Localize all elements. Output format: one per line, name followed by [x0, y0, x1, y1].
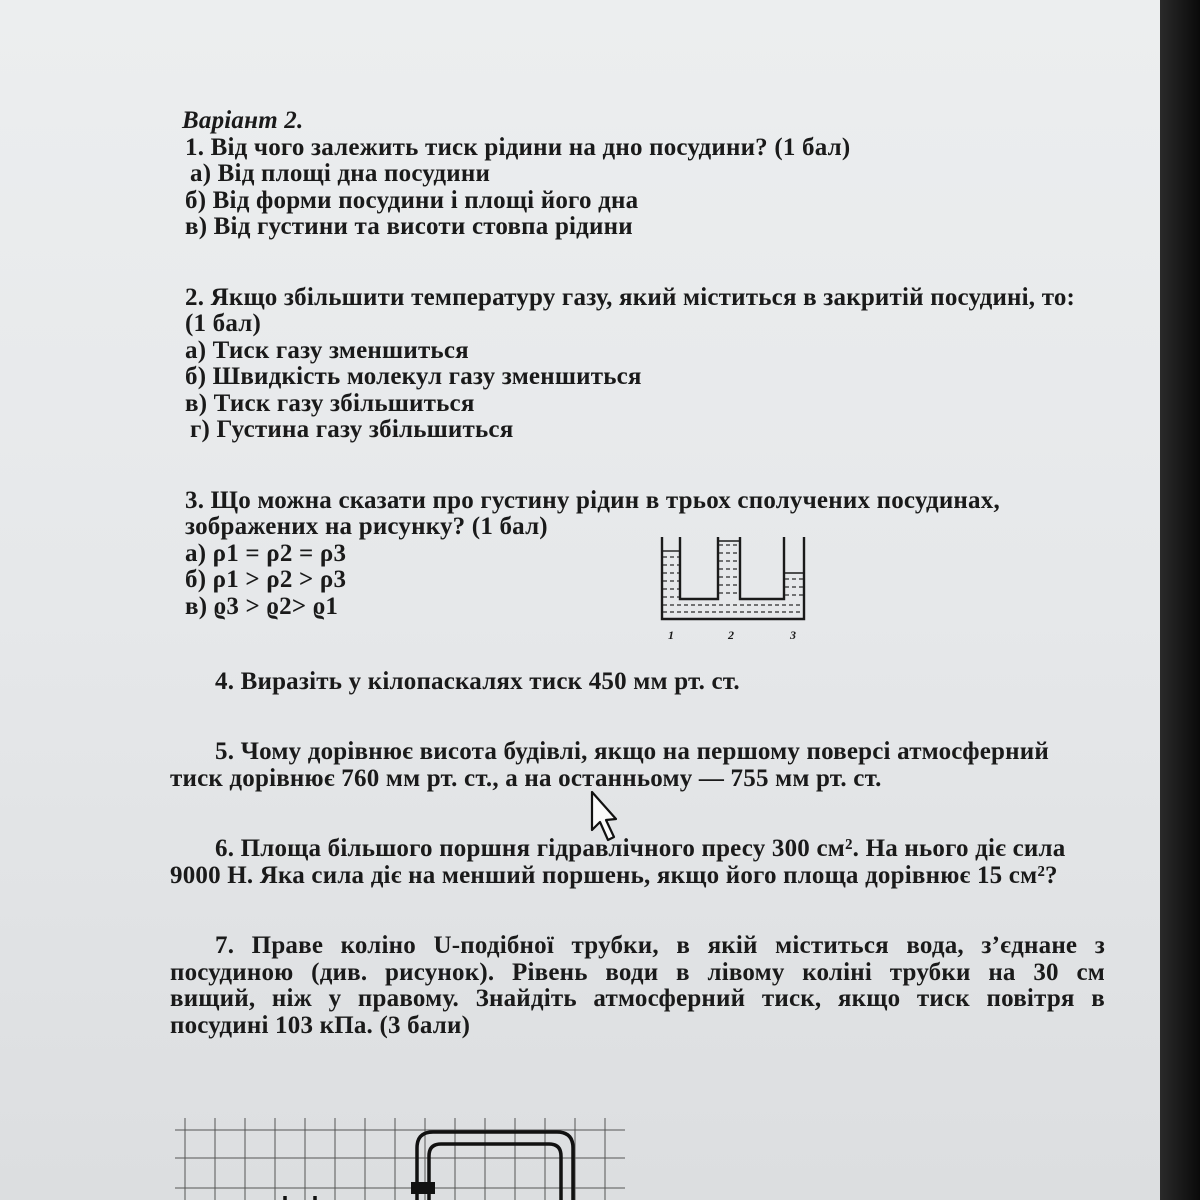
arrow-pointer-icon: [578, 790, 618, 846]
question-3-options-row: [170, 539, 1130, 642]
vessel-label-1: 1: [668, 627, 675, 642]
question-2: [170, 285, 1130, 444]
question-4-text: 4. Виразіть у кілопаскалях тиск 450 мм рт. ст.: [215, 667, 740, 695]
spacer: [170, 241, 1130, 267]
spacer: [170, 267, 1130, 285]
question-2-option-d: г) Густина газу збільшиться: [190, 416, 514, 443]
question-1-option-a: а) Від площі дна посудини: [190, 160, 491, 187]
question-7-text-cont-2: вищий, ніж у правому. Знайдіть атмосферний тиск, якщо тиск повітря в: [170, 985, 1105, 1012]
spacer: [170, 818, 1130, 836]
question-7-text: 7. Праве коліно U-подібної трубки, в якій міститься вода, з’єднане з: [215, 932, 1105, 959]
question-3-option-c: в) ϱ3 > ϱ2> ϱ1: [185, 592, 339, 620]
question-5-text-cont: тиск дорівнює 760 мм рт. ст., а на останньому — 755 мм рт. ст.: [170, 764, 882, 792]
screen-bezel: [1160, 0, 1200, 1200]
question-3-option-b: б) ρ1 > ρ2 > ρ3: [185, 566, 347, 593]
question-1-option-c: в) Від густини та висоти стовпа рідини: [185, 213, 633, 240]
question-5-text: 5. Чому дорівнює висота будівлі, якщо на першому поверсі атмосферний: [215, 738, 1049, 765]
question-3-text: 3. Що можна сказати про густину рідин в трьох сполучених посудинах,: [185, 486, 1000, 514]
question-7-text-cont-3: посудині 103 кПа. (3 бали): [170, 1011, 471, 1039]
spacer: [170, 695, 1130, 721]
question-7-text-cont-1: посудиною (див. рисунок). Рівень води в лівому коліні трубки на 30 см: [170, 958, 1105, 986]
question-2-points: (1 бал): [185, 310, 262, 337]
question-7: [170, 933, 1105, 1039]
question-1-option-b: б) Від форми посудини і площі його дна: [185, 186, 639, 214]
variant-title: Варіант 2.: [182, 107, 304, 134]
spacer: [170, 444, 1130, 470]
question-3: [170, 486, 1130, 642]
question-3-text-cont: зображених на рисунку? (1 бал): [185, 513, 548, 540]
communicating-vessels-figure: [658, 535, 808, 645]
question-2-text: 2. Якщо збільшити температуру газу, який міститься в закритій посудині, то:: [185, 283, 1076, 311]
worksheet-content: [170, 108, 1130, 1039]
spacer: [170, 721, 1130, 739]
question-2-option-a: а) Тиск газу зменшиться: [185, 336, 469, 364]
spacer: [170, 889, 1130, 915]
question-1: [170, 135, 1130, 241]
question-6-text: 6. Площа більшого поршня гідравлічного пресу 300 см². На нього діє сила: [215, 835, 1066, 862]
question-1-text: 1. Від чого залежить тиск рідини на дно посудини? (1 бал): [185, 133, 851, 161]
question-6: [170, 836, 1130, 889]
question-2-option-c: в) Тиск газу збільшиться: [185, 389, 475, 417]
question-6-text-cont: 9000 Н. Яка сила діє на менший поршень, якщо його площа дорівнює 15 см²?: [170, 861, 1058, 889]
vessel-label-2: 2: [728, 627, 735, 642]
spacer: [170, 651, 1130, 669]
question-5: [170, 739, 1130, 792]
spacer: [170, 470, 1130, 488]
spacer: [170, 792, 1130, 818]
question-3-option-a: а) ρ1 = ρ2 = ρ3: [185, 539, 347, 567]
spacer: [170, 625, 1130, 651]
u-tube-figure: [175, 1118, 625, 1200]
question-2-option-b: б) Швидкість молекул газу зменшиться: [185, 363, 642, 390]
spacer: [170, 915, 1130, 933]
question-4: [170, 669, 1130, 696]
vessel-label-3: 3: [790, 627, 797, 642]
